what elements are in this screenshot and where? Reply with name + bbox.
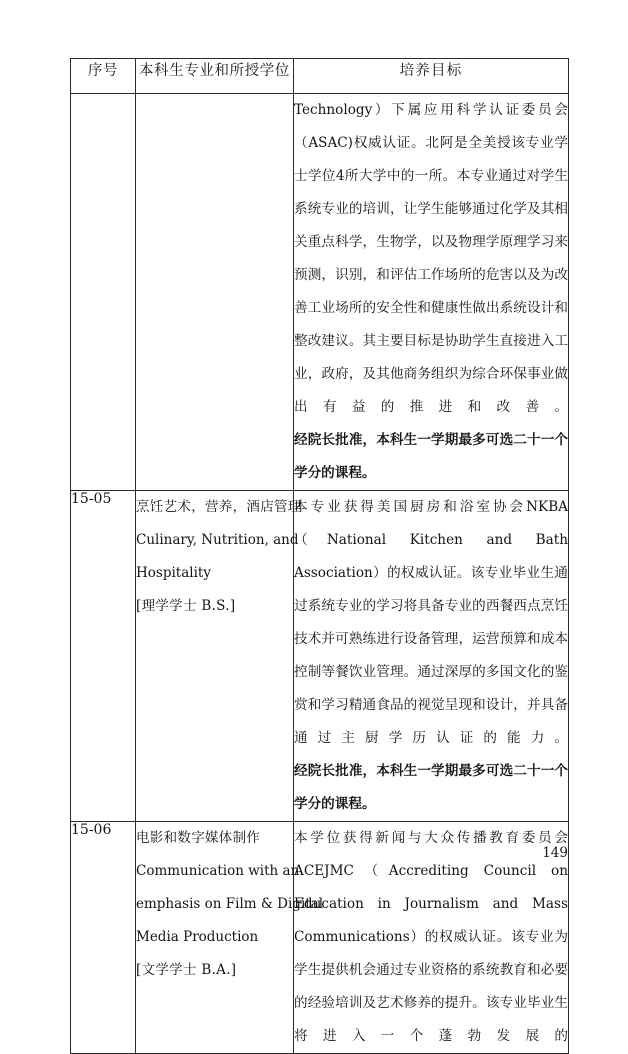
page-number: 149: [542, 845, 568, 861]
cell-sequence-15-05: 15-05: [71, 491, 136, 822]
degree-label: [文学学士 B.A.]: [136, 962, 237, 978]
column-header-sequence: 序号: [71, 59, 136, 94]
column-header-goal: 培养目标: [294, 59, 569, 94]
majors-table: [70, 58, 569, 1054]
cell-goal-continued: [294, 94, 569, 491]
cell-goal-15-06: [294, 822, 569, 1054]
major-name-en-line-2: Hospitality: [136, 565, 211, 581]
major-name-en-line-1: Communication with an: [136, 863, 300, 879]
goal-body-text: 本学位获得新闻与大众传播教育委员会ACEJMC（Accrediting Council on Education in Journalism and Mass Communications）的权威认证。该专业为学生提供机会通过专业资格的系统教育和必要的经验培训及艺术修养的提升。该专业毕业生将进入一个蓬勃发展的: [294, 830, 568, 1044]
table-row: [71, 822, 569, 1054]
cell-sequence-15-06: 15-06: [71, 822, 136, 1054]
major-name-cn: 电影和数字媒体制作: [136, 830, 261, 846]
cell-major-continued: [136, 94, 294, 491]
cell-major-15-05: [136, 491, 302, 822]
table-header-row: [71, 59, 569, 94]
cell-goal-15-05: [294, 491, 569, 822]
major-name-en-line-2: emphasis on Film & Digital: [136, 896, 324, 912]
goal-body-text: Technology）下属应用科学认证委员会（ASAC)权威认证。北阿是全美授该专业学士学位4所大学中的一所。本专业通过对学生系统专业的培训，让学生能够通过化学及其相关重点科学，生物学，以及物理学原理学习来预测，识别，和评估工作场所的危害以及为改善工业场所的安全性和健康性做出系统设计和整改建议。其主要目标是协助学生直接进入工业，政府，及其他商务组织为综合环保事业做出有益的推进和改善。: [294, 102, 568, 415]
cell-major-15-06: [136, 822, 324, 1054]
major-name-en-line-3: Media Production: [136, 929, 259, 945]
major-name-en-line-1: Culinary, Nutrition, and: [136, 532, 299, 548]
table-row: [71, 94, 569, 491]
column-header-major: 本科生专业和所授学位: [136, 59, 294, 94]
cell-sequence-continued: [71, 94, 136, 491]
major-name-cn: 烹饪艺术，营养，酒店管理: [136, 499, 302, 515]
degree-label: [理学学士 B.S.]: [136, 598, 236, 614]
table-row: [71, 491, 569, 822]
goal-approval-note: 经院长批准，本科生一学期最多可选二十一个学分的课程。: [294, 763, 568, 812]
goal-approval-note: 经院长批准，本科生一学期最多可选二十一个学分的课程。: [294, 432, 568, 481]
goal-body-text: 本专业获得美国厨房和浴室协会NKBA（National Kitchen and Bath Association）的权威认证。该专业毕业生通过系统专业的学习将具备专业的西餐西点烹饪技术并可熟练进行设备管理，运营预算和成本控制等餐饮业管理。通过深厚的多国文化的鉴赏和学习精通食品的视觉呈现和设计，并具备通过主厨学历认证的能力。: [294, 499, 568, 746]
